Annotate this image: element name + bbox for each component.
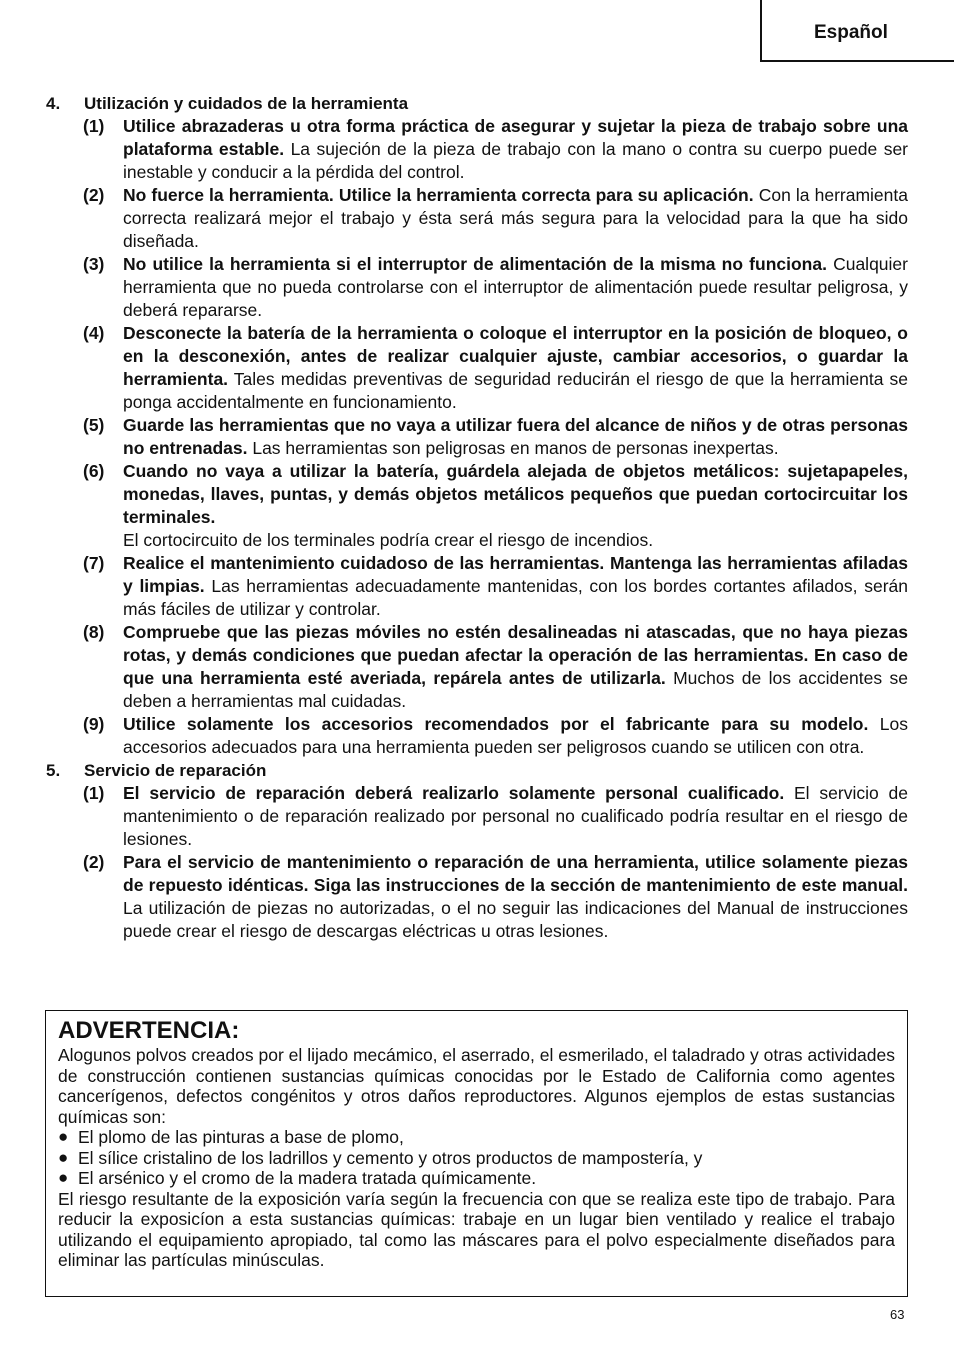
- item-body-text: La sujeción de la pieza de trabajo con la mano o contra su cuerpo puede ser inestable y conducir a la pérdida del control.: [123, 139, 909, 182]
- section-title: Servicio de reparación: [84, 761, 267, 780]
- item-body-text: El servicio de mantenimiento o de reparación realizado por personal no cualificado podría resultar en el riesgo de lesiones.: [123, 783, 908, 849]
- item-bold-text: Utilice solamente los accesorios recomendados por el fabricante para su modelo.: [123, 714, 869, 734]
- list-item: [46, 851, 908, 943]
- warning-title: ADVERTENCIA:: [58, 1017, 240, 1044]
- item-bold-text: Para el servicio de mantenimiento o reparación de una herramienta, utilice solamente piezas de repuesto idénticas. Siga las instrucciones de la sección de mantenimiento de este manual.: [123, 852, 908, 895]
- bullet-text: El arsénico y el cromo de la madera tratada químicamente.: [78, 1168, 537, 1188]
- bullet-icon: ●: [58, 1147, 69, 1167]
- item-bold-text: El servicio de reparación deberá realizarlo solamente personal cualificado.: [123, 783, 785, 803]
- item-bold-text: Compruebe que las piezas móviles no estén desalineadas ni atascadas, que no haya piezas rotas, y demás condiciones que puedan afectar la operación de las herramientas. En caso de que una herramienta esté averiada, repárela antes de utilizarla.: [123, 622, 908, 688]
- item-body-text: Las herramientas son peligrosas en manos de personas inexpertas.: [247, 438, 779, 458]
- item-number: (5): [83, 415, 105, 435]
- item-text: [123, 184, 908, 253]
- item-number: (1): [83, 116, 105, 136]
- warning-bullet: [58, 1127, 895, 1148]
- warning-bullet: [58, 1148, 895, 1169]
- list-item: [46, 713, 908, 759]
- list-item: [46, 460, 908, 552]
- list-item: [46, 782, 908, 851]
- item-body-text: Muchos de los accidentes se deben a herramientas mal cuidadas.: [123, 668, 908, 711]
- item-body-text: La utilización de piezas no autorizadas, o el no seguir las indicaciones del Manual de instrucciones puede crear el riesgo de descargas eléctricas u otras lesiones.: [123, 898, 908, 941]
- section-heading: [46, 92, 908, 115]
- item-text: [123, 621, 908, 713]
- list-item: [46, 184, 908, 253]
- item-bold-text: Utilice abrazaderas u otra forma práctica de asegurar y sujetar la pieza de trabajo sobre una plataforma estable.: [123, 116, 908, 159]
- list-item: [46, 115, 908, 184]
- list-item: [46, 253, 908, 322]
- item-bold-text: Desconecte la batería de la herramienta o coloque el interruptor en la posición de bloqueo, o en la desconexión, antes de realizar cualquier ajuste, cambiar accesorios, o guardar la herramienta.: [123, 323, 908, 389]
- item-text: [123, 253, 908, 322]
- section-number: 5.: [46, 761, 61, 780]
- item-bold-text: Guarde las herramientas que no vaya a utilizar fuera del alcance de niños y de otras personas no entrenadas.: [123, 415, 908, 458]
- item-body-text: Las herramientas adecuadamente mantenidas, con los bordes cortantes afilados, serán más fáciles de utilizar y controlar.: [123, 576, 908, 619]
- list-item: [46, 414, 908, 460]
- warning-outro: El riesgo resultante de la exposición varía según la frecuencia con que se realiza este tipo de trabajo. Para reducir la exposicíon a esta sustancias químicas: trabaje en un lugar bien ventilado y realice el trabajo utilizando el equipamiento apropiado, tal como las máscares para el polvo especialmente diseñados para eliminar las partículas minúsculas.: [58, 1188, 895, 1270]
- item-number: (7): [83, 553, 105, 573]
- section-title: Utilización y cuidados de la herramienta: [84, 94, 409, 113]
- bullet-icon: ●: [58, 1127, 69, 1146]
- list-item: [46, 552, 908, 621]
- item-text: [123, 851, 908, 943]
- item-number: (2): [83, 185, 105, 205]
- item-text: [123, 782, 908, 851]
- item-number: (1): [83, 783, 105, 803]
- warning-box: [45, 1010, 908, 1297]
- item-body-text: Los accesorios adecuados para una herramienta pueden ser peligrosos cuando se utilicen con otra.: [123, 714, 909, 757]
- item-extra-text: El cortocircuito de los terminales podría crear el riesgo de incendios.: [123, 530, 654, 550]
- item-bold-text: Realice el mantenimiento cuidadoso de las herramientas. Mantenga las herramientas afiladas y limpias.: [123, 553, 908, 596]
- page-number: 63: [890, 1307, 905, 1322]
- warning-bullet: [58, 1168, 895, 1189]
- item-text: [123, 322, 908, 414]
- list-item: [46, 322, 908, 414]
- item-number: (4): [83, 323, 105, 343]
- item-body-text: Tales medidas preventivas de seguridad reducirán el riesgo de que la herramienta se ponga accidentalmente en funcionamiento.: [123, 369, 908, 412]
- item-bold-text: No fuerce la herramienta. Utilice la herramienta correcta para su aplicación.: [123, 185, 754, 205]
- item-number: (8): [83, 622, 105, 642]
- language-tab: [760, 0, 954, 62]
- item-text: [123, 460, 908, 552]
- language-label: Español: [814, 22, 888, 43]
- bullet-text: El sílice cristalino de los ladrillos y cemento y otros productos de mampostería, y: [78, 1147, 703, 1168]
- bullet-icon: ●: [58, 1168, 69, 1187]
- section-heading: [46, 759, 908, 782]
- warning-intro: Alogunos polvos creados por el lijado mecámico, el aserrado, el esmerilado, el taladrado y otras actividades de construcción contienen sustancias químicas conocidas por le Estado de California como agentes cancerígenos, defectos congénitos y otros daños reproductores. Algunos ejemplos de estas sustancias químicas son:: [58, 1045, 895, 1127]
- item-text: [123, 414, 908, 460]
- item-number: (9): [83, 714, 105, 734]
- item-text: [123, 552, 908, 621]
- item-bold-text: No utilice la herramienta si el interruptor de alimentación de la misma no funciona.: [123, 254, 827, 274]
- list-item: [46, 621, 908, 713]
- item-body-text: Con la herramienta correcta realizará mejor el trabajo y ésta será más segura para la velocidad para la que ha sido diseñada.: [123, 185, 908, 251]
- section-items: [46, 782, 908, 943]
- section-number: 4.: [46, 94, 61, 113]
- item-number: (2): [83, 852, 105, 872]
- item-number: (6): [83, 461, 105, 481]
- item-body-text: Cualquier herramienta que no pueda controlarse con el interruptor de alimentación puede resultar peligrosa, y deberá repararse.: [123, 254, 908, 320]
- item-bold-text: Cuando no vaya a utilizar la batería, guárdela alejada de objetos metálicos: sujetapapeles, monedas, llaves, puntas, y demás objetos metálicos pequeños que puedan cortocircuitar los terminales.: [123, 461, 908, 527]
- section-items: [46, 115, 908, 759]
- item-text: [123, 713, 908, 759]
- instructions-content: [46, 92, 908, 943]
- item-number: (3): [83, 254, 105, 274]
- bullet-text: El plomo de las pinturas a base de plomo,: [78, 1127, 404, 1147]
- item-text: [123, 115, 908, 184]
